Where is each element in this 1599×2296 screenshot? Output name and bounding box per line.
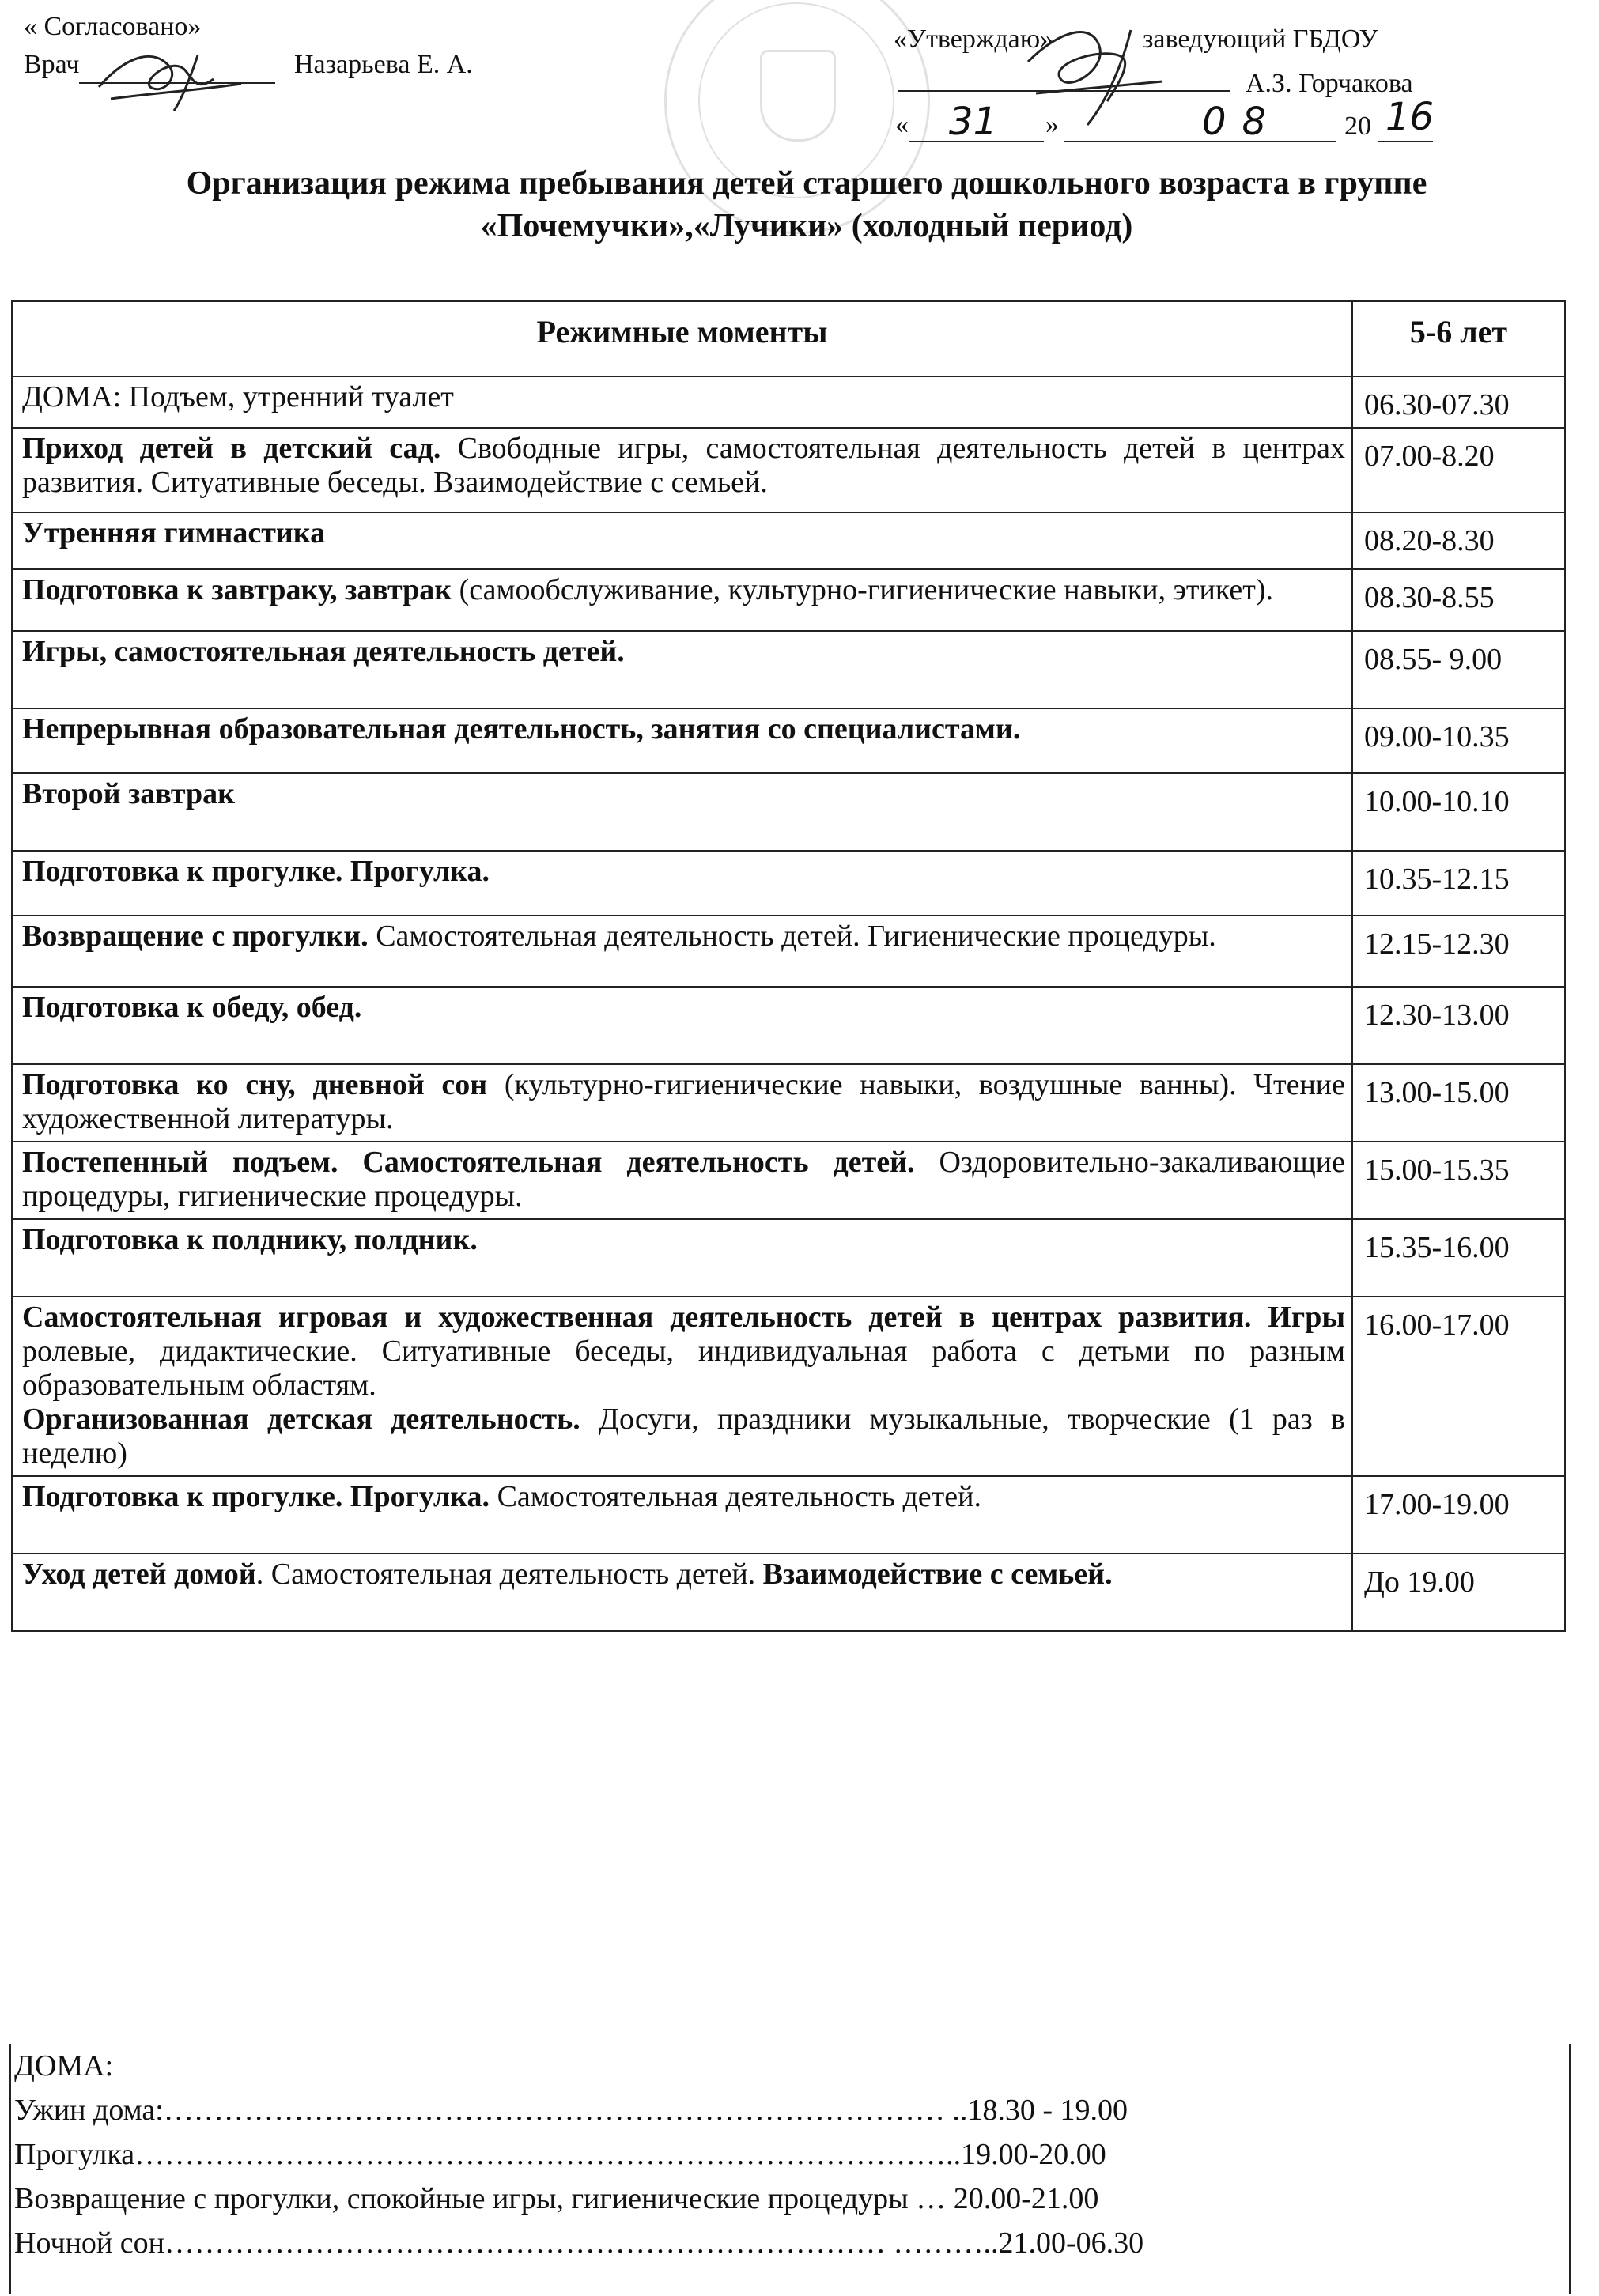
activity-cell (12, 428, 1352, 512)
activity-text: (самообслуживание, культурно-гигиенические навыки, этикет). (452, 573, 1274, 606)
time-cell: 08.30-8.55 (1352, 569, 1565, 631)
activity-cell (12, 569, 1352, 631)
schedule-body (12, 376, 1565, 1631)
table-row (12, 1554, 1565, 1631)
document-title (55, 162, 1558, 247)
table-row (12, 569, 1565, 631)
activity-text: Свободные игры, самостоятельная деятельность детей в центрах развития. Ситуативные беседы. Взаимодействие с семьей. (22, 432, 1345, 499)
column-header-activities: Режимные моменты (12, 301, 1352, 376)
time-cell: 10.35-12.15 (1352, 851, 1565, 916)
home-line (11, 2177, 1569, 2221)
home-line-label: Прогулка (14, 2138, 135, 2171)
activity-bold-text: Подготовка к прогулке. Прогулка. (22, 855, 490, 888)
time-cell: До 19.00 (1352, 1554, 1565, 1631)
time-cell: 15.35-16.00 (1352, 1219, 1565, 1297)
home-lines (11, 2088, 1569, 2265)
home-line-time: 18.30 - 19.00 (967, 2094, 1128, 2127)
activity-bold-text: Подготовка к прогулке. Прогулка. (22, 1480, 490, 1513)
time-cell: 16.00-17.00 (1352, 1297, 1565, 1476)
column-header-age: 5-6 лет (1352, 301, 1565, 376)
table-row (12, 631, 1565, 708)
home-line-time: 21.00-06.30 (998, 2226, 1144, 2260)
activity-cell (12, 1064, 1352, 1142)
activity-bold-text: Подготовка к обеду, обед. (22, 991, 362, 1024)
activity-bold-text: Непрерывная образовательная деятельность, занятия со специалистами. (22, 712, 1021, 746)
home-line-dots: ……………………………………………………………… ……….. (164, 2226, 999, 2260)
home-line-time: 19.00-20.00 (961, 2138, 1106, 2171)
activity-bold-text: Подготовка ко сну, дневной сон (22, 1068, 488, 1101)
table-row (12, 851, 1565, 916)
activity-cell (12, 1554, 1352, 1631)
time-cell: 08.20-8.30 (1352, 512, 1565, 569)
activity-bold-text: Второй завтрак (22, 777, 236, 810)
time-cell: 15.00-15.35 (1352, 1142, 1565, 1219)
activity-bold-text: Приход детей в детский сад. (22, 432, 441, 465)
table-row (12, 1297, 1565, 1476)
agreed-label: « Согласовано» (24, 12, 202, 41)
date-year-suffix: 16 (1385, 95, 1435, 139)
home-line-time: 20.00-21.00 (953, 2182, 1099, 2215)
activity-cell (12, 376, 1352, 428)
coat-of-arms-icon (760, 50, 836, 142)
time-cell: 06.30-07.30 (1352, 376, 1565, 428)
activity-cell (12, 773, 1352, 851)
time-cell: 08.55- 9.00 (1352, 631, 1565, 708)
activity-bold-text: Игры, самостоятельная деятельность детей. (22, 635, 625, 668)
home-line (11, 2221, 1569, 2265)
head-name: А.З. Горчакова (1246, 69, 1413, 98)
activity-text: ДОМА: Подъем, утренний туалет (22, 380, 454, 414)
table-row (12, 916, 1565, 987)
activity-bold-text: Самостоятельная игровая и художественная деятельность детей в центрах развития. Игры (22, 1301, 1345, 1334)
table-row (12, 1142, 1565, 1219)
doctor-role: Врач (24, 50, 80, 79)
home-line (11, 2088, 1569, 2132)
schedule-table (11, 300, 1566, 1632)
date-year-line (1378, 141, 1433, 142)
activity-bold-text: Возвращение с прогулки. (22, 920, 369, 953)
date-day: 31 (949, 100, 998, 144)
doctor-name: Назарьева Е. А. (294, 50, 473, 79)
date-open-quote: « (895, 110, 909, 139)
table-row (12, 708, 1565, 773)
activity-cell (12, 987, 1352, 1064)
home-line-dots: ……………………………………………………………………….. (134, 2138, 962, 2171)
time-cell: 07.00-8.20 (1352, 428, 1565, 512)
home-line-label: Ночной сон (14, 2226, 164, 2260)
activity-bold-text: Утренняя гимнастика (22, 516, 326, 549)
head-role: заведующий ГБДОУ (1143, 25, 1378, 54)
activity-cell (12, 851, 1352, 916)
time-cell: 12.15-12.30 (1352, 916, 1565, 987)
activity-cell (12, 1219, 1352, 1297)
home-line (11, 2132, 1569, 2177)
table-row (12, 773, 1565, 851)
table-row (12, 1219, 1565, 1297)
time-cell: 13.00-15.00 (1352, 1064, 1565, 1142)
table-row (12, 512, 1565, 569)
table-row (12, 376, 1565, 428)
time-cell: 10.00-10.10 (1352, 773, 1565, 851)
activity-text: Самостоятельная деятельность детей. Гигиенические процедуры. (368, 920, 1216, 953)
activity-cell (12, 708, 1352, 773)
time-cell: 09.00-10.35 (1352, 708, 1565, 773)
home-line-dots: …………………………………………………………………… .. (163, 2094, 968, 2127)
activity-text: (культурно-гигиенические навыки, воздушные ванны). Чтение художественной литературы. (22, 1068, 1345, 1135)
date-year-prefix: 20 (1344, 111, 1371, 141)
activity-bold-text: Постепенный подъем. Самостоятельная деятельность детей. (22, 1146, 915, 1179)
activity-cell (12, 1476, 1352, 1554)
activity-text: Самостоятельная деятельность детей. (490, 1480, 981, 1513)
doctor-signature (79, 32, 253, 119)
home-heading: ДОМА: (14, 2049, 114, 2083)
home-line-dots: … (908, 2182, 954, 2215)
activity-bold-text: Взаимодействие с семьей. (762, 1558, 1113, 1591)
time-cell: 17.00-19.00 (1352, 1476, 1565, 1554)
activity-text: ролевые, дидактические. Ситуативные беседы, индивидуальная работа с детьми по разным образовательным областям. (22, 1335, 1345, 1402)
activity-cell (12, 512, 1352, 569)
home-section (9, 2044, 1571, 2294)
table-row (12, 1064, 1565, 1142)
time-cell: 12.30-13.00 (1352, 987, 1565, 1064)
activity-text: Досуги, праздники музыкальные, творческие (1 раз в неделю) (22, 1403, 1345, 1470)
table-row (12, 987, 1565, 1064)
table-header-row (12, 301, 1565, 376)
activity-bold-text: Уход детей домой (22, 1558, 256, 1591)
activity-text: . Самостоятельная деятельность детей. (255, 1558, 763, 1591)
date-month-line (1064, 141, 1336, 142)
activity-cell (12, 631, 1352, 708)
table-row (12, 428, 1565, 512)
date-close-quote: » (1045, 110, 1059, 139)
head-signature (1012, 14, 1170, 133)
title-line-1: Организация режима пребывания детей старшего дошкольного возраста в группе (186, 165, 1427, 202)
activity-cell (12, 916, 1352, 987)
activity-bold-text: Подготовка к полднику, полдник. (22, 1223, 478, 1256)
activity-bold-text: Подготовка к завтраку, завтрак (22, 573, 452, 606)
activity-text: Оздоровительно-закаливающие процедуры, гигиенические процедуры. (22, 1146, 1346, 1213)
activity-cell (12, 1297, 1352, 1476)
approve-label: «Утверждаю» (894, 25, 1054, 54)
title-line-2: «Почемучки»,«Лучики» (холодный период) (480, 208, 1133, 244)
date-month: 08 (1202, 100, 1283, 144)
activity-cell (12, 1142, 1352, 1219)
home-line-label: Возвращение с прогулки, спокойные игры, гигиенические процедуры (14, 2182, 909, 2215)
activity-bold-text: Организованная детская деятельность. (22, 1403, 580, 1436)
home-line-label: Ужин дома: (14, 2094, 164, 2127)
table-row (12, 1476, 1565, 1554)
